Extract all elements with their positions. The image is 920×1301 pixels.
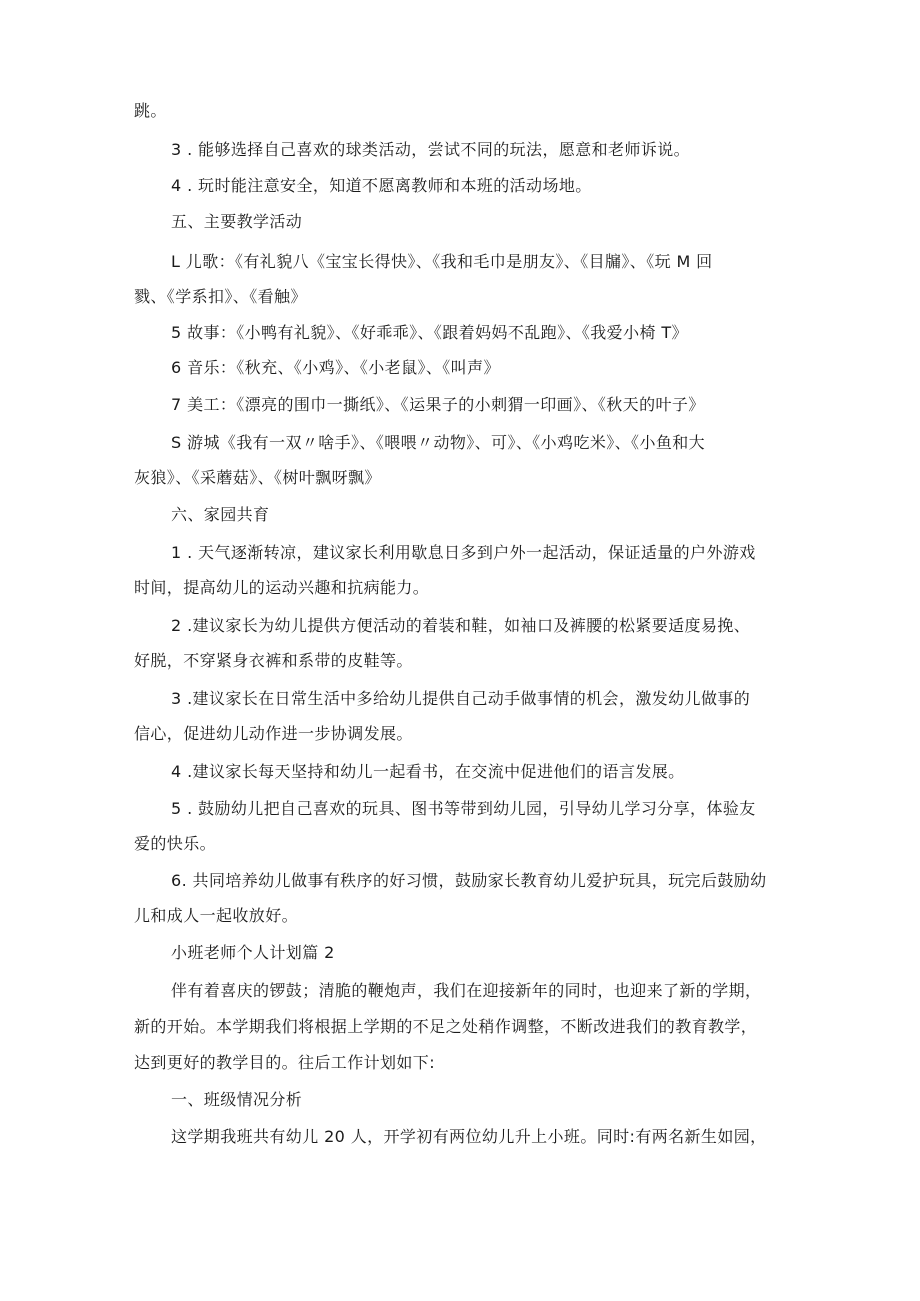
list-item: 6 音乐：《秋充、《小鸡》、《小老鼠》、《叫声》 (171, 358, 500, 377)
list-item: 6. 共同培养幼儿做事有秩序的好习惯，鼓励家长教育幼儿爱护玩具，玩完后鼓励幼 (171, 871, 767, 890)
text-line: 时间，提高幼儿的运动兴趣和抗病能力。 (134, 578, 430, 597)
paragraph-line: 达到更好的教学目的。往后工作计划如下: (134, 1053, 435, 1072)
list-item: 5 故事：《小鸭有礼貌》、《好乖乖》、《跟着妈妈不乱跑》、《我爱小椅 T》 (171, 323, 688, 342)
text-line: 戮、《学系扣》、《看触》 (134, 287, 307, 306)
list-item: 3 .建议家长在日常生活中多给幼儿提供自己动手做事情的机会，激发幼儿做事的 (171, 689, 751, 708)
paragraph-line: 这学期我班共有幼儿 20 人，开学初有两位幼儿升上小班。同时:有两名新生如园， (171, 1127, 767, 1146)
list-item: S 游城《我有一双〃啥手》、《喂喂〃动物》、可》、《小鸡吃米》、《小鱼和大 (171, 433, 706, 452)
list-item: 4 .建议家长每天坚持和幼儿一起看书，在交流中促进他们的语言发展。 (171, 762, 685, 781)
text-line: 跳。 (134, 101, 167, 120)
section-heading: 五、主要教学活动 (171, 212, 303, 231)
article-title: 小班老师个人计划篇 2 (171, 943, 335, 962)
list-item: 4 . 玩时能注意安全，知道不愿离教师和本班的活动场地。 (171, 176, 592, 195)
list-item: L 儿歌：《有礼貌八《宝宝长得快》、《我和毛巾是朋友》、《目牖》、《玩 M 回 (171, 252, 713, 271)
list-item: 3 . 能够选择自己喜欢的球类活动，尝试不同的玩法，愿意和老师诉说。 (171, 140, 691, 159)
list-item: 7 美工：《漂亮的围巾一撕纸》、《运果子的小刺猬一印画》、《秋天的叶子》 (171, 395, 705, 414)
text-line: 信心，促进幼儿动作进一步协调发展。 (134, 724, 413, 743)
paragraph-line: 新的开始。本学期我们将根据上学期的不足之处稍作调整，不断改进我们的教育教学， (134, 1017, 758, 1036)
text-line: 儿和成人一起收放好。 (134, 906, 299, 925)
text-line: 好脱，不穿紧身衣裤和系带的皮鞋等。 (134, 651, 413, 670)
section-heading: 六、家园共育 (171, 505, 270, 524)
text-line: 爱的快乐。 (134, 834, 217, 853)
section-heading: 一、班级情况分析 (171, 1090, 303, 1109)
list-item: 2 .建议家长为幼儿提供方便活动的着装和鞋，如袖口及裤腰的松紧要适度易挽、 (171, 616, 751, 635)
text-line: 灰狼》、《采蘑菇》、《树叶飘呀飘》 (134, 468, 381, 487)
list-item: 5 . 鼓励幼儿把自己喜欢的玩具、图书等带到幼儿园，引导幼儿学习分享，体验友 (171, 799, 756, 818)
list-item: 1 . 天气逐渐转凉，建议家长利用歇息日多到户外一起活动，保证适量的户外游戏 (171, 543, 756, 562)
paragraph-line: 伴有着喜庆的锣鼓；清脆的鞭炮声，我们在迎接新年的同时，也迎来了新的学期， (171, 981, 762, 1000)
